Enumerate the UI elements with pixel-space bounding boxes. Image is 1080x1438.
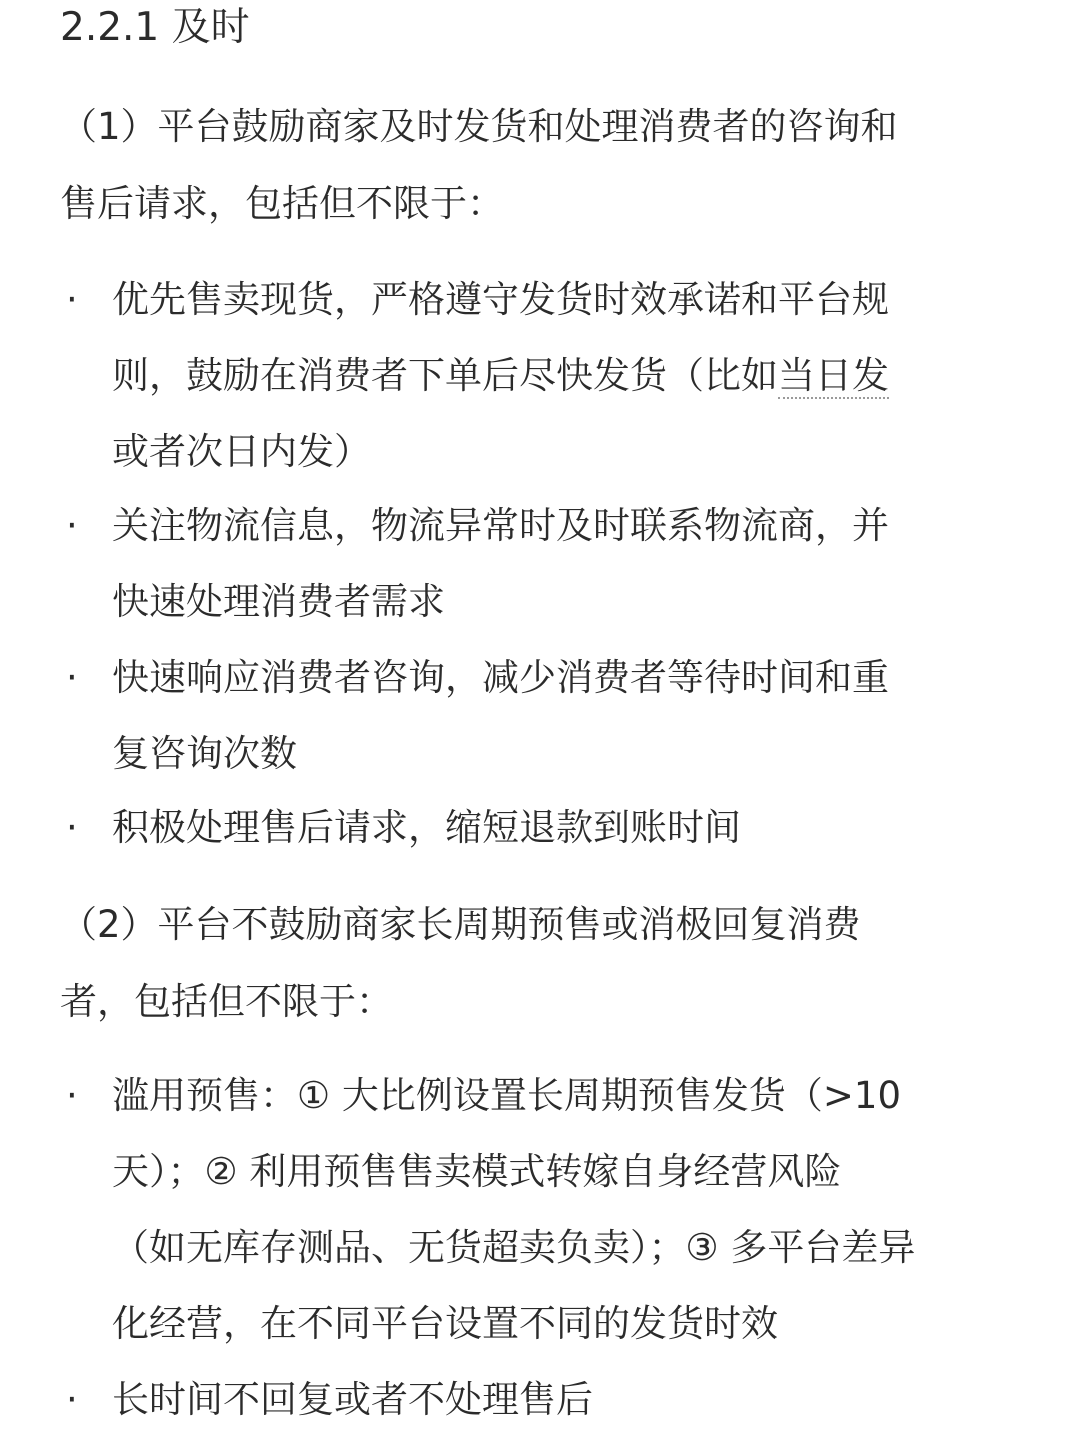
dotted-link-term[interactable]: 当日发 bbox=[778, 354, 889, 397]
list-item-line: 复咨询次数 bbox=[112, 732, 297, 775]
part1-intro-line-2: 售后请求，包括但不限于： bbox=[60, 182, 504, 225]
part1-intro-line-1: （1）平台鼓励商家及时发货和处理消费者的咨询和 bbox=[60, 105, 898, 148]
list-item-line: 积极处理售后请求，缩短退款到账时间 bbox=[112, 806, 741, 849]
bullet-dot: · bbox=[66, 504, 78, 547]
list-item-line: 优先售卖现货，严格遵守发货时效承诺和平台规 bbox=[112, 278, 889, 321]
list-item-line: 化经营，在不同平台设置不同的发货时效 bbox=[112, 1302, 778, 1345]
list-item-line: 关注物流信息，物流异常时及时联系物流商，并 bbox=[112, 504, 889, 547]
list-item bbox=[60, 488, 1030, 640]
list-item-line: 快速响应消费者咨询，减少消费者等待时间和重 bbox=[112, 656, 889, 699]
list-item bbox=[60, 262, 1030, 490]
list-item bbox=[60, 790, 1030, 866]
bullet-dot: · bbox=[66, 656, 78, 699]
part1-intro bbox=[60, 88, 1020, 242]
bullet-dot: · bbox=[66, 806, 78, 849]
part2-intro-line-1: （2）平台不鼓励商家长周期预售或消极回复消费 bbox=[60, 903, 861, 946]
list-item-line: 快速处理消费者需求 bbox=[112, 580, 445, 623]
part2-intro bbox=[60, 886, 1020, 1040]
section-heading: 2.2.1 及时 bbox=[60, 5, 250, 50]
list-item-line: （如无库存测品、无货超卖负卖）；③ 多平台差异 bbox=[112, 1226, 916, 1269]
bullet-dot: · bbox=[66, 1074, 78, 1117]
list-item-line: 天）；② 利用预售售卖模式转嫁自身经营风险 bbox=[112, 1150, 842, 1193]
part2-intro-line-2: 者，包括但不限于： bbox=[60, 980, 393, 1023]
list-item-line: 或者次日内发） bbox=[112, 430, 371, 473]
list-item bbox=[60, 1058, 1030, 1362]
bullet-dot: · bbox=[66, 278, 78, 321]
list-item-line: 则，鼓励在消费者下单后尽快发货（比如当日发 bbox=[112, 354, 889, 397]
bullet-dot: · bbox=[66, 1378, 78, 1421]
list-item-line: 滥用预售：① 大比例设置长周期预售发货（>10 bbox=[112, 1074, 902, 1117]
list-item-line: 长时间不回复或者不处理售后 bbox=[112, 1378, 593, 1421]
list-item bbox=[60, 640, 1030, 792]
